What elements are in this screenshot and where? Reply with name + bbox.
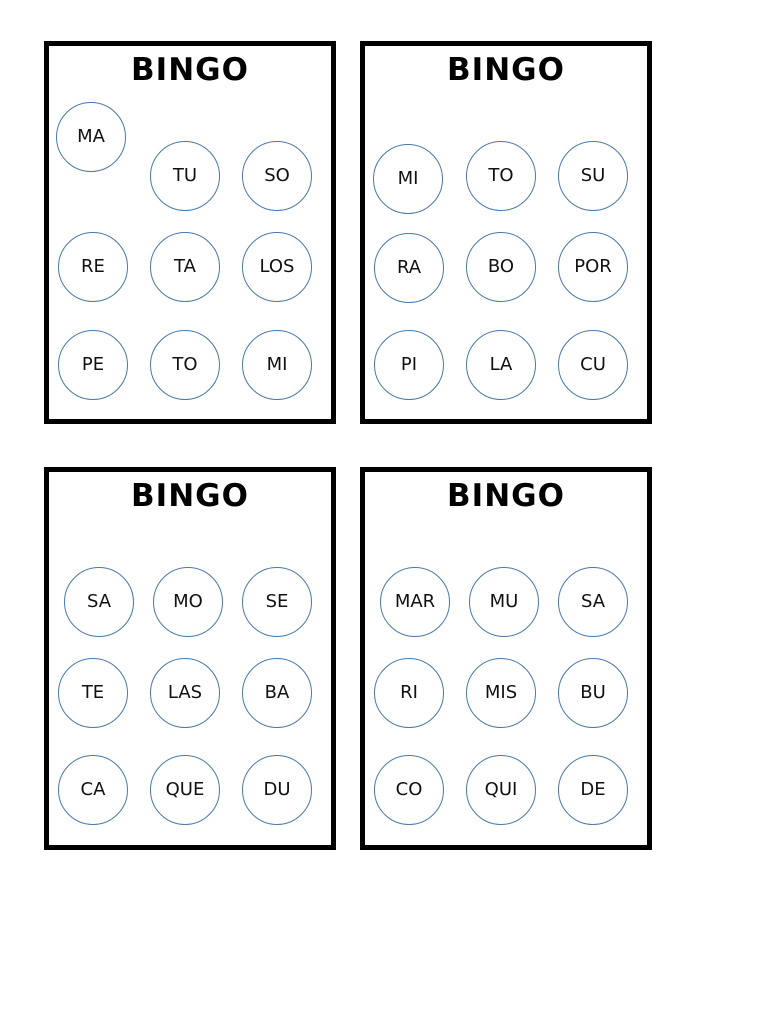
bingo-cell-sa[interactable]: [558, 567, 628, 637]
bingo-cell-los[interactable]: [242, 232, 312, 302]
bingo-cell-co[interactable]: [374, 755, 444, 825]
card-title: BINGO: [447, 478, 565, 514]
bingo-cell-que[interactable]: [150, 755, 220, 825]
cell-label: MO: [173, 591, 203, 612]
cell-label: LAS: [167, 682, 203, 703]
bingo-cell-ma[interactable]: [56, 102, 126, 172]
bingo-cell-bo[interactable]: [466, 232, 536, 302]
cell-label: QUE: [165, 779, 205, 800]
cell-label: SA: [580, 591, 606, 612]
cell-label: MIS: [484, 682, 518, 703]
cell-label: PE: [81, 354, 105, 375]
cell-label: RE: [81, 256, 105, 277]
cell-label: PI: [400, 354, 418, 375]
bingo-cell-pe[interactable]: [58, 330, 128, 400]
bingo-card-1: [44, 41, 336, 424]
cell-label: RI: [400, 682, 418, 703]
bingo-cell-mis[interactable]: [466, 658, 536, 728]
cell-label: MU: [489, 591, 519, 612]
bingo-cell-so[interactable]: [242, 141, 312, 211]
cell-label: LA: [489, 354, 513, 375]
bingo-cell-ra[interactable]: [374, 233, 444, 303]
bingo-cell-te[interactable]: [58, 658, 128, 728]
bingo-cell-re[interactable]: [58, 232, 128, 302]
card-title: BINGO: [447, 52, 565, 88]
cell-label: TO: [172, 354, 198, 375]
bingo-cell-ba[interactable]: [242, 658, 312, 728]
cell-label: DU: [263, 779, 291, 800]
cell-label: TE: [81, 682, 105, 703]
cell-label: TU: [172, 165, 198, 186]
cell-label: SE: [265, 591, 289, 612]
bingo-cell-cu[interactable]: [558, 330, 628, 400]
bingo-cell-qui[interactable]: [466, 755, 536, 825]
bingo-cell-ta[interactable]: [150, 232, 220, 302]
bingo-cell-mar[interactable]: [380, 567, 450, 637]
cell-label: BO: [487, 256, 515, 277]
card-title: BINGO: [131, 52, 249, 88]
bingo-cell-mo[interactable]: [153, 567, 223, 637]
bingo-card-3: [44, 467, 336, 850]
card-title: BINGO: [131, 478, 249, 514]
cell-label: SA: [86, 591, 112, 612]
bingo-cell-tu[interactable]: [150, 141, 220, 211]
cell-label: CO: [395, 779, 423, 800]
cell-label: RA: [396, 257, 422, 278]
cell-label: CA: [80, 779, 106, 800]
bingo-cell-su[interactable]: [558, 141, 628, 211]
bingo-cell-se[interactable]: [242, 567, 312, 637]
bingo-cell-mi[interactable]: [373, 144, 443, 214]
bingo-cell-mi[interactable]: [242, 330, 312, 400]
cell-label: SU: [580, 165, 606, 186]
bingo-cell-pi[interactable]: [374, 330, 444, 400]
bingo-cell-to[interactable]: [150, 330, 220, 400]
cell-label: TO: [488, 165, 514, 186]
bingo-cell-to[interactable]: [466, 141, 536, 211]
bingo-cell-mu[interactable]: [469, 567, 539, 637]
bingo-cell-las[interactable]: [150, 658, 220, 728]
cell-label: LOS: [259, 256, 295, 277]
bingo-cell-por[interactable]: [558, 232, 628, 302]
cell-label: BA: [264, 682, 290, 703]
bingo-card-4: [360, 467, 652, 850]
bingo-cell-de[interactable]: [558, 755, 628, 825]
cell-label: MA: [77, 126, 105, 147]
bingo-cell-sa[interactable]: [64, 567, 134, 637]
cell-label: MAR: [394, 591, 436, 612]
bingo-cell-ca[interactable]: [58, 755, 128, 825]
cell-label: BU: [580, 682, 606, 703]
bingo-cell-bu[interactable]: [558, 658, 628, 728]
cell-label: MI: [266, 354, 288, 375]
bingo-card-2: [360, 41, 652, 424]
cell-label: TA: [174, 256, 196, 277]
bingo-cell-la[interactable]: [466, 330, 536, 400]
bingo-cell-ri[interactable]: [374, 658, 444, 728]
cell-label: SO: [264, 165, 290, 186]
cell-label: DE: [580, 779, 606, 800]
cell-label: QUI: [484, 779, 518, 800]
cell-label: POR: [574, 256, 612, 277]
cell-label: MI: [397, 168, 419, 189]
cell-label: CU: [580, 354, 606, 375]
bingo-cell-du[interactable]: [242, 755, 312, 825]
